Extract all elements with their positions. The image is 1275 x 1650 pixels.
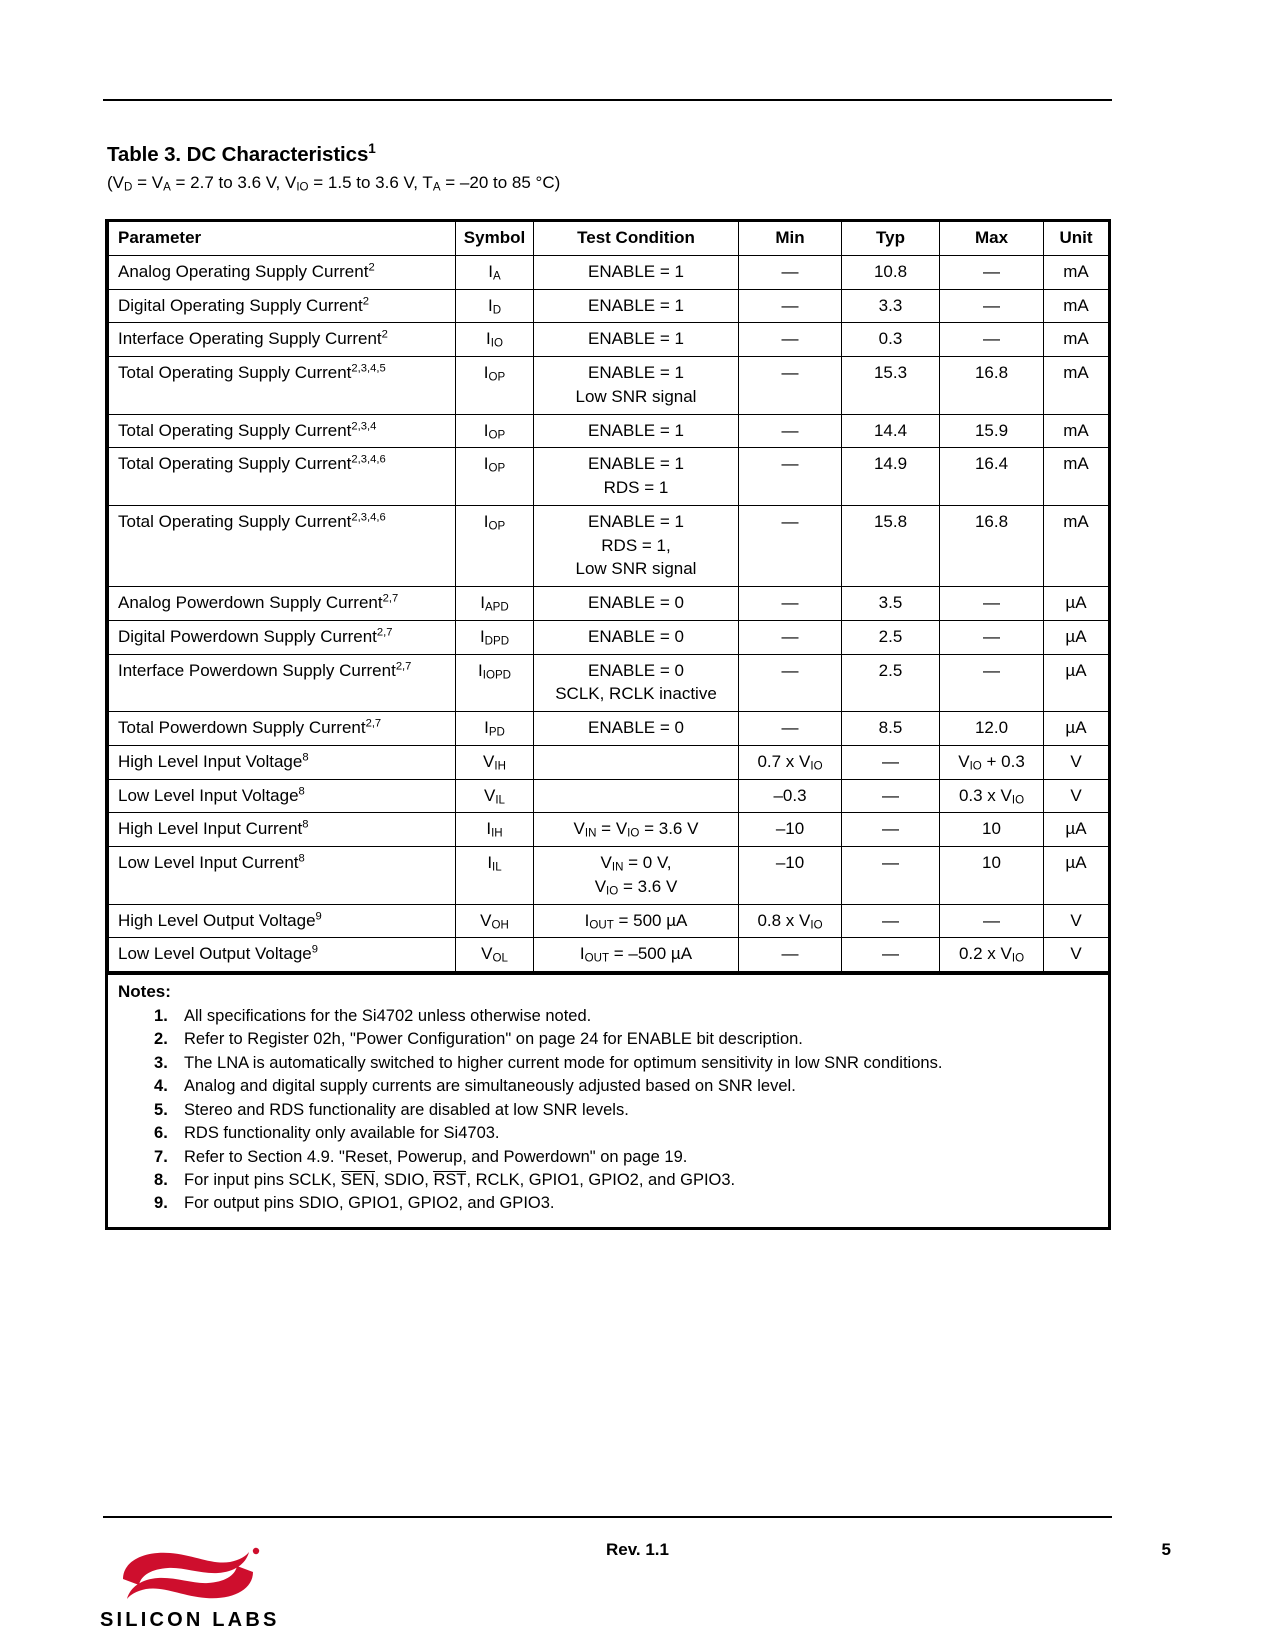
cell-symbol: $I_{IL}$: [456, 847, 534, 905]
table-row: [109, 620, 1109, 654]
cell-test-condition: ENABLE = 1: [534, 323, 739, 357]
cell-unit: µA: [1044, 654, 1109, 712]
cell-max: —: [940, 323, 1044, 357]
table-row: [109, 712, 1109, 746]
note-item: Analog and digital supply currents are simultaneously adjusted based on SNR level.: [184, 1077, 796, 1096]
cell-min: —: [739, 654, 842, 712]
cell-unit: µA: [1044, 712, 1109, 746]
cell-min: —: [739, 448, 842, 506]
cell-max: —: [940, 654, 1044, 712]
cell-test-condition: ENABLE = 1 RDS = 1, Low SNR signal: [534, 505, 739, 586]
cell-symbol: $I_{IH}$: [456, 813, 534, 847]
cell-typ: 10.8: [842, 255, 940, 289]
table-row: [109, 813, 1109, 847]
cell-max: —: [940, 620, 1044, 654]
cell-test-condition: $I_{OUT} = -500$ µA: [534, 938, 739, 972]
subtitle-sub-1: D: [124, 181, 133, 194]
cell-symbol: $I_{PD}$: [456, 712, 534, 746]
column-header-max: Max: [940, 222, 1044, 255]
cell-parameter: Digital Powerdown Supply Current$^{2,7}$: [109, 620, 456, 654]
cell-parameter: Analog Operating Supply Current$^2$: [109, 255, 456, 289]
cell-typ: —: [842, 745, 940, 779]
cell-test-condition: ENABLE = 0: [534, 712, 739, 746]
cell-symbol: $I_{OP}$: [456, 505, 534, 586]
table-row: [109, 255, 1109, 289]
cell-max: —: [940, 255, 1044, 289]
table-title-block: [107, 143, 1067, 193]
cell-parameter: Interface Powerdown Supply Current$^{2,7}$: [109, 654, 456, 712]
table-row: [109, 323, 1109, 357]
cell-symbol: $V_{OH}$: [456, 904, 534, 938]
cell-parameter: High Level Output Voltage$^9$: [109, 904, 456, 938]
cell-parameter: Analog Powerdown Supply Current$^{2,7}$: [109, 587, 456, 621]
footer-rule: [103, 1516, 1112, 1518]
subtitle-sub-2: A: [163, 181, 171, 194]
subtitle-part-2: = V: [132, 172, 164, 192]
table-row: [109, 847, 1109, 905]
cell-max: 16.8: [940, 505, 1044, 586]
cell-symbol: $V_{IH}$: [456, 745, 534, 779]
cell-parameter: Total Operating Supply Current$^{2,3,4,5}$: [109, 357, 456, 415]
table-row: [109, 505, 1109, 586]
cell-test-condition: ENABLE = 1 Low SNR signal: [534, 357, 739, 415]
cell-test-condition: $I_{OUT} = 500$ µA: [534, 904, 739, 938]
column-header-parameter: Parameter: [109, 222, 456, 255]
cell-max: —: [940, 904, 1044, 938]
subtitle-part-3: = 2.7 to 3.6 V, V: [170, 172, 297, 192]
cell-symbol: $I_{IOPD}$: [456, 654, 534, 712]
cell-test-condition: [534, 745, 739, 779]
cell-min: 0.8 x $V_{IO}$: [739, 904, 842, 938]
cell-parameter: Total Operating Supply Current$^{2,3,4,6}$: [109, 448, 456, 506]
cell-parameter: Interface Operating Supply Current$^2$: [109, 323, 456, 357]
cell-min: 0.7 x $V_{IO}$: [739, 745, 842, 779]
cell-unit: V: [1044, 779, 1109, 813]
subtitle-sub-4: A: [432, 181, 441, 194]
cell-max: 12.0: [940, 712, 1044, 746]
cell-unit: mA: [1044, 255, 1109, 289]
cell-test-condition: ENABLE = 0: [534, 587, 739, 621]
note-item: Refer to Section 4.9. "Reset, Powerup, and Powerdown" on page 19.: [184, 1147, 688, 1166]
cell-symbol: $I_{IO}$: [456, 323, 534, 357]
table-row: [109, 414, 1109, 448]
cell-test-condition: ENABLE = 1 RDS = 1: [534, 448, 739, 506]
cell-typ: —: [842, 847, 940, 905]
table-row: [109, 745, 1109, 779]
cell-parameter: Total Operating Supply Current$^{2,3,4}$: [109, 414, 456, 448]
cell-min: –0.3: [739, 779, 842, 813]
table-row: [109, 938, 1109, 972]
cell-unit: mA: [1044, 323, 1109, 357]
table-row: [109, 654, 1109, 712]
cell-symbol: $V_{IL}$: [456, 779, 534, 813]
column-header-unit: Unit: [1044, 222, 1109, 255]
cell-typ: 3.3: [842, 289, 940, 323]
cell-parameter: Low Level Input Voltage$^8$: [109, 779, 456, 813]
cell-min: —: [739, 587, 842, 621]
cell-unit: mA: [1044, 448, 1109, 506]
footer-revision: Rev. 1.1: [605, 1540, 669, 1559]
cell-min: –10: [739, 813, 842, 847]
cell-typ: 3.5: [842, 587, 940, 621]
notes-section: [108, 972, 1108, 1227]
cell-max: 10: [940, 847, 1044, 905]
cell-test-condition: ENABLE = 0 SCLK, RCLK inactive: [534, 654, 739, 712]
cell-typ: 15.3: [842, 357, 940, 415]
cell-typ: 2.5: [842, 620, 940, 654]
column-header-min: Min: [739, 222, 842, 255]
subtitle-sub-3: IO: [296, 181, 309, 194]
cell-symbol: $I_D$: [456, 289, 534, 323]
note-item: Refer to Register 02h, "Power Configuration" on page 24 for ENABLE bit description.: [184, 1030, 803, 1049]
company-name: SILICON LABS: [100, 1609, 280, 1631]
cell-max: 16.8: [940, 357, 1044, 415]
cell-max: 0.3 x $V_{IO}$: [940, 779, 1044, 813]
cell-min: —: [739, 414, 842, 448]
note-item: Stereo and RDS functionality are disabled at low SNR levels.: [184, 1100, 629, 1119]
cell-typ: 2.5: [842, 654, 940, 712]
cell-typ: —: [842, 779, 940, 813]
cell-min: —: [739, 357, 842, 415]
cell-parameter: Low Level Output Voltage$^9$: [109, 938, 456, 972]
page-title: [107, 143, 1067, 167]
note-item: All specifications for the Si4702 unless otherwise noted.: [184, 1007, 592, 1025]
cell-test-condition: $V_{IN} = 0$ V, $V_{IO} = 3.6$ V: [534, 847, 739, 905]
column-header-symbol: Symbol: [456, 222, 534, 255]
cell-max: 0.2 x $V_{IO}$: [940, 938, 1044, 972]
table-conditions-subtitle: [107, 173, 1067, 193]
table-title-text: Table 3. DC Characteristics: [107, 143, 369, 166]
cell-symbol: $I_A$: [456, 255, 534, 289]
cell-symbol: $I_{OP}$: [456, 414, 534, 448]
table-row: [109, 904, 1109, 938]
cell-min: —: [739, 255, 842, 289]
cell-test-condition: [534, 779, 739, 813]
table-body: [109, 255, 1109, 971]
cell-min: —: [739, 505, 842, 586]
cell-unit: mA: [1044, 414, 1109, 448]
cell-parameter: Total Powerdown Supply Current$^{2,7}$: [109, 712, 456, 746]
cell-max: 16.4: [940, 448, 1044, 506]
table-row: [109, 448, 1109, 506]
cell-unit: V: [1044, 904, 1109, 938]
notes-heading: Notes:: [118, 982, 171, 1001]
cell-symbol: $V_{OL}$: [456, 938, 534, 972]
subtitle-part-4: = 1.5 to 3.6 V, T: [308, 172, 433, 192]
cell-test-condition: ENABLE = 0: [534, 620, 739, 654]
table-header-row: [109, 222, 1109, 255]
cell-symbol: $I_{OP}$: [456, 448, 534, 506]
cell-test-condition: $V_{IN} = V_{IO} = 3.6$ V: [534, 813, 739, 847]
dc-characteristics-table-container: [105, 219, 1111, 1230]
footer-page-number: 5: [1161, 1540, 1171, 1559]
cell-unit: mA: [1044, 289, 1109, 323]
table-row: [109, 357, 1109, 415]
cell-parameter: Low Level Input Current$^8$: [109, 847, 456, 905]
cell-symbol: $I_{APD}$: [456, 587, 534, 621]
subtitle-part-1: (V: [107, 172, 124, 192]
note-item: For output pins SDIO, GPIO1, GPIO2, and GPIO3.: [184, 1194, 555, 1213]
note-item: The LNA is automatically switched to higher current mode for optimum sensitivity in low SNR conditions.: [184, 1053, 943, 1072]
cell-unit: mA: [1044, 357, 1109, 415]
cell-max: $V_{IO} + 0.3$: [940, 745, 1044, 779]
cell-max: —: [940, 289, 1044, 323]
cell-min: —: [739, 620, 842, 654]
table-row: [109, 587, 1109, 621]
cell-typ: 14.4: [842, 414, 940, 448]
cell-test-condition: ENABLE = 1: [534, 414, 739, 448]
cell-unit: mA: [1044, 505, 1109, 586]
note-item: RDS functionality only available for Si4703.: [184, 1124, 500, 1143]
table-title-footnote-marker: 1: [368, 141, 376, 157]
dc-characteristics-table: [108, 222, 1109, 972]
header-rule: [103, 99, 1112, 101]
company-logo-block: [100, 1545, 315, 1632]
cell-parameter: High Level Input Voltage$^8$: [109, 745, 456, 779]
cell-max: 10: [940, 813, 1044, 847]
cell-unit: µA: [1044, 847, 1109, 905]
note-item: For input pins SCLK, SEN, SDIO, RST, RCLK, GPIO1, GPIO2, and GPIO3.: [184, 1170, 736, 1189]
cell-unit: V: [1044, 745, 1109, 779]
cell-max: 15.9: [940, 414, 1044, 448]
cell-min: —: [739, 938, 842, 972]
cell-min: —: [739, 289, 842, 323]
cell-unit: V: [1044, 938, 1109, 972]
cell-parameter: High Level Input Current$^8$: [109, 813, 456, 847]
silicon-labs-logo-icon: [108, 1545, 268, 1607]
table-row: [109, 289, 1109, 323]
cell-min: —: [739, 323, 842, 357]
cell-symbol: $I_{DPD}$: [456, 620, 534, 654]
notes-list: [118, 1005, 1098, 1216]
cell-typ: —: [842, 938, 940, 972]
cell-unit: µA: [1044, 587, 1109, 621]
cell-typ: 14.9: [842, 448, 940, 506]
cell-unit: µA: [1044, 620, 1109, 654]
cell-typ: —: [842, 813, 940, 847]
column-header-test-condition: Test Condition: [534, 222, 739, 255]
cell-test-condition: ENABLE = 1: [534, 255, 739, 289]
subtitle-part-5: = –20 to 85 °C): [440, 172, 561, 192]
cell-typ: 0.3: [842, 323, 940, 357]
cell-typ: 15.8: [842, 505, 940, 586]
cell-min: –10: [739, 847, 842, 905]
cell-parameter: Digital Operating Supply Current$^2$: [109, 289, 456, 323]
cell-typ: 8.5: [842, 712, 940, 746]
table-row: [109, 779, 1109, 813]
column-header-typ: Typ: [842, 222, 940, 255]
cell-max: —: [940, 587, 1044, 621]
cell-parameter: Total Operating Supply Current$^{2,3,4,6}$: [109, 505, 456, 586]
cell-unit: µA: [1044, 813, 1109, 847]
cell-test-condition: ENABLE = 1: [534, 289, 739, 323]
cell-symbol: $I_{OP}$: [456, 357, 534, 415]
cell-min: —: [739, 712, 842, 746]
cell-typ: —: [842, 904, 940, 938]
